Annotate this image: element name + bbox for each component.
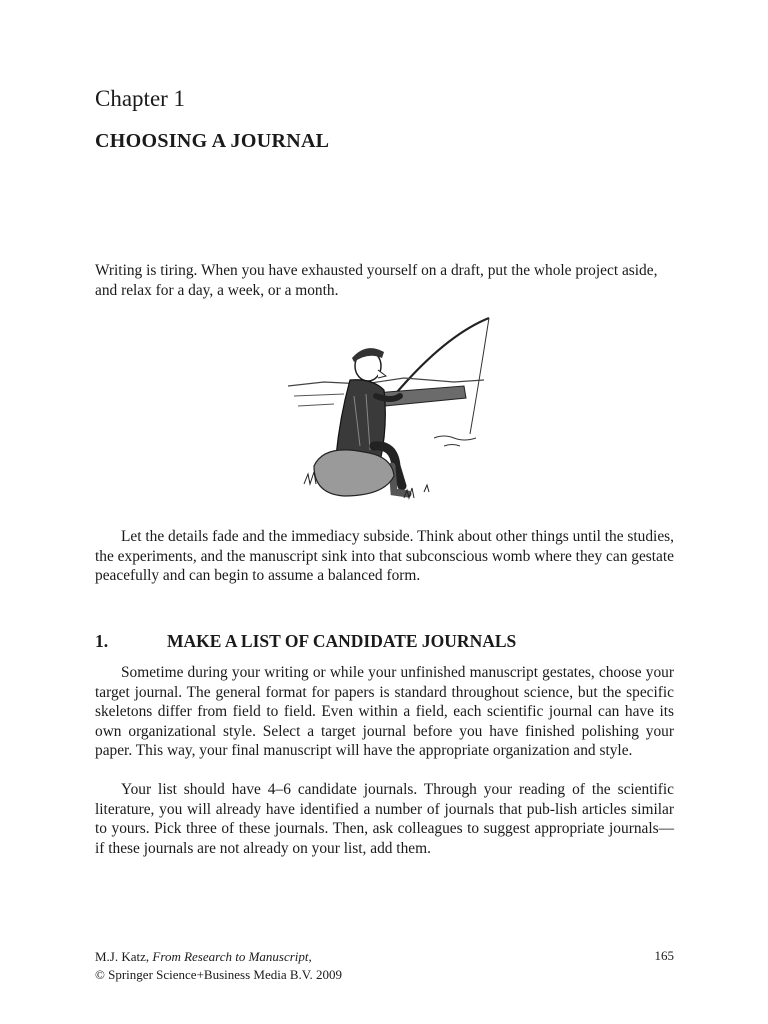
- fade-paragraph: Let the details fade and the immediacy subside. Think about other things until the studies, the experiments, and the manuscript sink into that subconscious womb where they can gestate peacefully and can begin to assume a balanced form.: [95, 528, 674, 585]
- section-number: 1.: [95, 631, 109, 651]
- footer-book-title: From Research to Manuscript,: [152, 949, 312, 964]
- chapter-label: Chapter 1: [95, 86, 186, 111]
- section-heading: [95, 631, 516, 652]
- chapter-title: CHOOSING A JOURNAL: [95, 130, 330, 152]
- section-paragraph-1: Sometime during your writing or while your unfinished manuscript gestates, choose your target journal. The general format for papers is standard throughout science, but the specific skeletons differ from field to field. Even within a field, each scientific journal can have its own organizational style. Select a target journal before you have finished polishing your paper. This way, your final manuscript will have the appropriate organization and style.: [95, 664, 674, 760]
- intro-paragraph: Writing is tiring. When you have exhausted yourself on a draft, put the whole project aside, and relax for a day, a week, or a month.: [95, 262, 658, 299]
- section-title: MAKE A LIST OF CANDIDATE JOURNALS: [167, 631, 517, 651]
- fisherman-illustration-icon: [284, 316, 496, 506]
- footer-copyright: © Springer Science+Business Media B.V. 2009: [95, 967, 342, 982]
- section-paragraph-2: Your list should have 4–6 candidate journals. Through your reading of the scientific literature, you will already have identified a number of journals that pub-lish articles similar to yours. Pick three of these journals. Then, ask colleagues to suggest appropriate journals—if these journals are not already on your list, add them.: [95, 781, 674, 857]
- footer-citation: [95, 948, 342, 984]
- footer-author: M.J. Katz,: [95, 949, 153, 964]
- page-number: 165: [654, 948, 674, 963]
